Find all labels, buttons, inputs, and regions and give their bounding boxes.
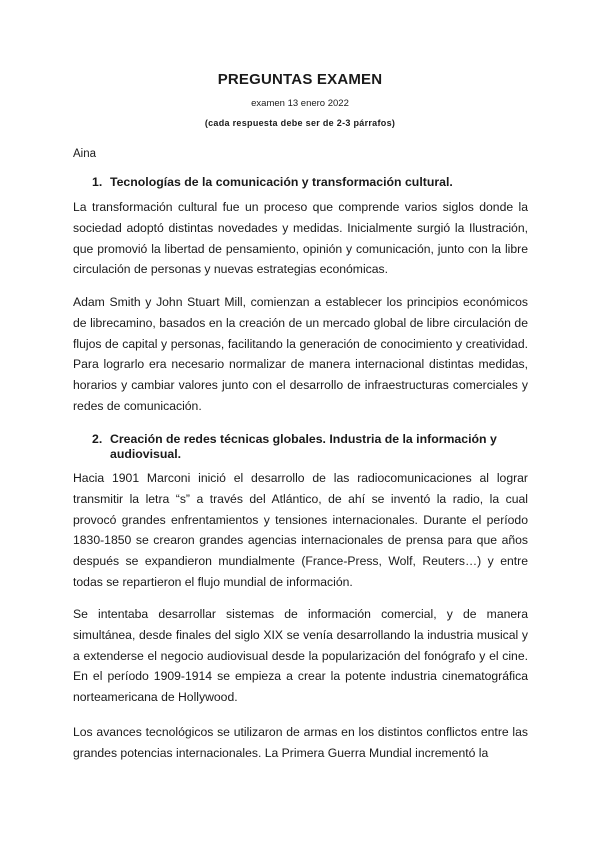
paragraph-text: Los avances tecnológicos se utilizaron de armas en los distintos conflictos entre las grandes potencias internacionales. La Primera Guerra Mundial incrementó la bbox=[73, 725, 528, 760]
section-2-paragraph-1 bbox=[73, 468, 528, 593]
section-1-heading bbox=[92, 175, 512, 190]
section-1-paragraph-2 bbox=[73, 292, 528, 417]
section-1-title: Tecnologías de la comunicación y transformación cultural. bbox=[110, 175, 453, 189]
paragraph-text: Hacia 1901 Marconi inició el desarrollo de las radiocomunicaciones al lograr transmitir la letra “s” a través del Atlántico, de ahí se inventó la radio, la cual provocó grandes enfrentamientos y tensiones internacionales. Durante el período 1830-1850 se crearon grandes agencias internacionales de prensa para que años después se expandieron mundialmente (France-Press, Wolf, Reuters…) y entre todas se repartieron el flujo mundial de información. bbox=[73, 471, 528, 589]
document-title: PREGUNTAS EXAMEN bbox=[217, 71, 383, 88]
author-name: Aina bbox=[73, 148, 97, 160]
section-2-title-line-1: Creación de redes técnicas globales. Industria de la información y bbox=[110, 432, 497, 446]
document-subtitle: examen 13 enero 2022 bbox=[251, 98, 349, 109]
section-2-paragraph-2 bbox=[73, 604, 528, 708]
paragraph-text: Se intentaba desarrollar sistemas de información comercial, y de manera simultánea, desde finales del siglo XIX se venía desarrollando la industria musical y a extenderse el negocio audiovisual desde la popularización del fonógrafo y el cine. En el período 1909-1914 se empieza a crear la potente industria cinematográfica norteamericana de Hollywood. bbox=[73, 607, 528, 705]
paragraph-text: Adam Smith y John Stuart Mill, comienzan a establecer los principios económicos de librecamino, basados en la creación de un mercado global de libre circulación de flujos de capital y personas, facilitando la generación de conocimiento y creatividad. Para lograrlo era necesario normalizar de manera internacional distintas medidas, horarios y cambiar valores junto con el desarrollo de infraestructuras comerciales y redes de comunicación. bbox=[73, 295, 528, 413]
paragraph-text: La transformación cultural fue un proceso que comprende varios siglos donde la sociedad adoptó distintas novedades y medidas. Inicialmente surgió la Ilustración, que promovió la libertad de pensamiento, opinión y comunicación, junto con la libre circulación de personas y nuevas estrategias económicas. bbox=[73, 200, 528, 277]
section-2-title-line-2: audiovisual. bbox=[110, 447, 182, 461]
section-1-number: 1. bbox=[92, 175, 103, 189]
section-2-paragraph-3 bbox=[73, 722, 528, 764]
section-1-paragraph-1 bbox=[73, 197, 528, 280]
section-2-number: 2. bbox=[92, 432, 103, 446]
answer-length-note: (cada respuesta debe ser de 2-3 párrafos) bbox=[204, 118, 396, 128]
section-2-heading bbox=[92, 432, 512, 462]
